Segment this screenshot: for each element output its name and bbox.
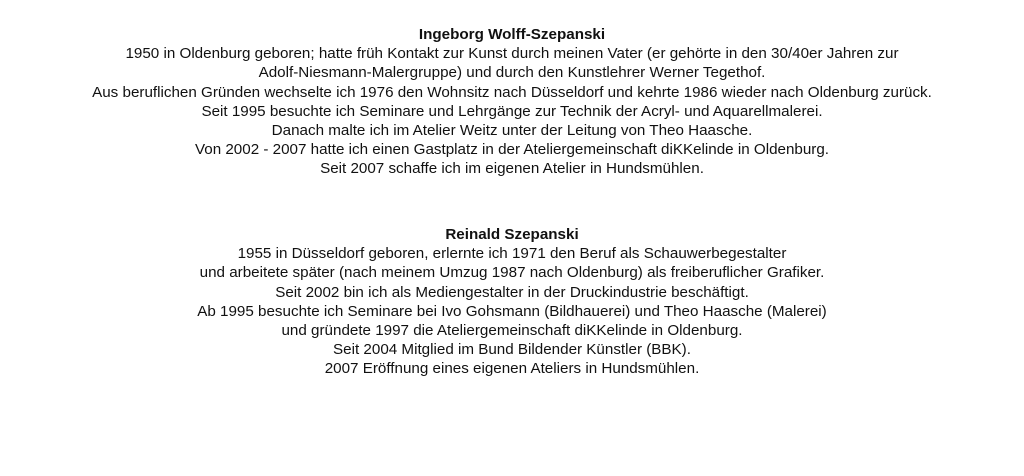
bio-line: Ab 1995 besuchte ich Seminare bei Ivo Gohsmann (Bildhauerei) und Theo Haasche (Malerei) — [197, 302, 827, 320]
bio-line: Seit 2002 bin ich als Mediengestalter in der Druckindustrie beschäftigt. — [275, 283, 749, 301]
bio-line: und gründete 1997 die Ateliergemeinschaft diKKelinde in Oldenburg. — [281, 322, 743, 340]
bio-line: Seit 1995 besuchte ich Seminare und Lehrgänge zur Technik der Acryl- und Aquarellmalerei. — [201, 102, 823, 120]
bio-line: Seit 2007 schaffe ich im eigenen Atelier in Hundsmühlen. — [320, 160, 704, 178]
bio-section-ingeborg — [0, 25, 1024, 179]
bio-line: Danach malte ich im Atelier Weitz unter der Leitung von Theo Haasche. — [271, 122, 753, 140]
bio-line: Aus beruflichen Gründen wechselte ich 1976 den Wohnsitz nach Düsseldorf und kehrte 1986 wieder nach Oldenburg zurück. — [92, 83, 932, 101]
bio-heading: Reinald Szepanski — [445, 226, 579, 243]
bio-line: Seit 2004 Mitglied im Bund Bildender Künstler (BBK). — [333, 341, 691, 359]
bio-section-reinald — [0, 225, 1024, 379]
bio-line: Von 2002 - 2007 hatte ich einen Gastplatz in der Ateliergemeinschaft diKKelinde in Oldenburg. — [194, 141, 830, 159]
bio-line: 1950 in Oldenburg geboren; hatte früh Kontakt zur Kunst durch meinen Vater (er gehörte in den 30/40er Jahren zur — [125, 45, 899, 63]
bio-line: 1955 in Düsseldorf geboren, erlernte ich 1971 den Beruf als Schauwerbegestalter — [237, 245, 787, 263]
bio-line: und arbeitete später (nach meinem Umzug 1987 nach Oldenburg) als freiberuflicher Grafiker. — [199, 264, 825, 282]
bio-heading: Ingeborg Wolff-Szepanski — [418, 26, 606, 43]
bio-line: 2007 Eröffnung eines eigenen Ateliers in Hundsmühlen. — [324, 360, 700, 378]
bio-line: Adolf-Niesmann-Malergruppe) und durch den Kunstlehrer Werner Tegethof. — [258, 64, 766, 82]
